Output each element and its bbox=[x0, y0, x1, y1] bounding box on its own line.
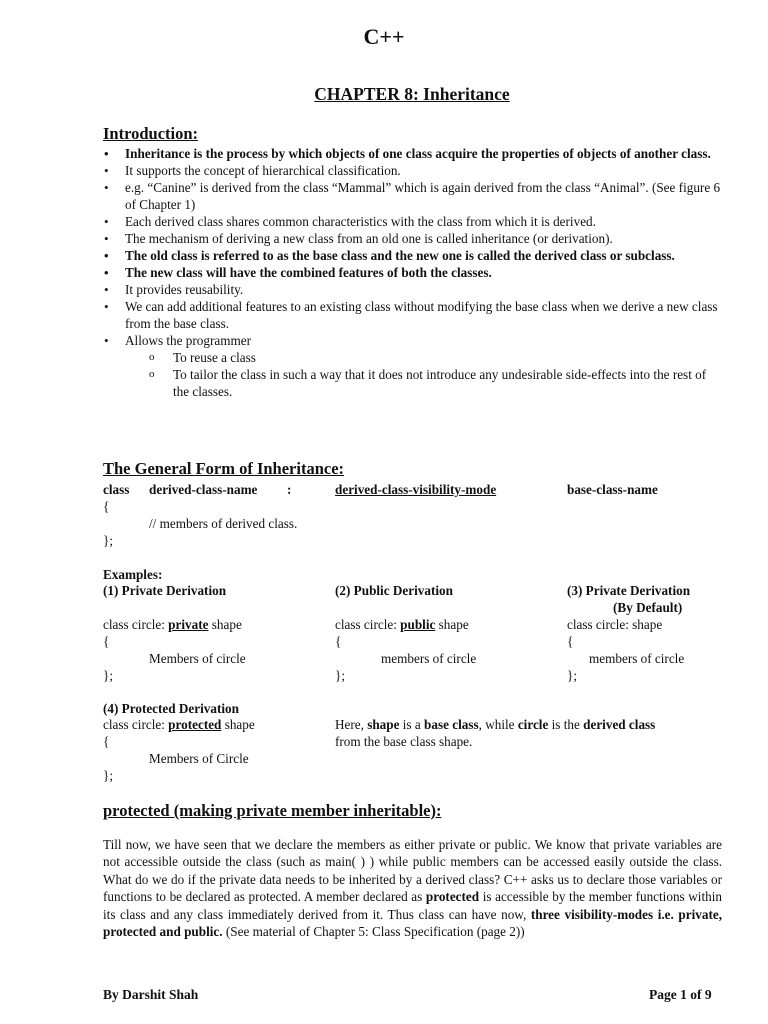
list-item: • The new class will have the combined features of both the classes. bbox=[104, 264, 724, 281]
example-3-member: members of circle bbox=[589, 651, 685, 666]
list-item: • Each derived class shares common characteristics with the class from which it is derived. bbox=[104, 213, 724, 230]
example-2-member: members of circle bbox=[381, 651, 477, 666]
visibility-mode: derived-class-visibility-mode bbox=[335, 482, 497, 497]
example-1-member: Members of circle bbox=[149, 651, 246, 666]
example-3-close: }; bbox=[567, 668, 577, 683]
example-4-note: Here, shape is a base class, while circle is the derived class bbox=[335, 717, 656, 732]
example-2-declaration: class circle: public shape bbox=[335, 617, 469, 632]
example-4-declaration: class circle: protected shape bbox=[103, 717, 255, 732]
example-3-subtitle: (By Default) bbox=[613, 600, 683, 615]
keyword-private: private bbox=[168, 617, 209, 632]
example-3-title: (3) Private Derivation bbox=[567, 583, 691, 598]
example-2-title: (2) Public Derivation bbox=[335, 583, 453, 598]
syntax-colon: : bbox=[287, 482, 292, 497]
list-item: • Allows the programmer bbox=[104, 332, 724, 349]
keyword-class: class bbox=[103, 482, 130, 497]
example-4-member: Members of Circle bbox=[149, 751, 249, 766]
members-comment: // members of derived class. bbox=[149, 516, 298, 531]
example-1-declaration: class circle: private shape bbox=[103, 617, 242, 632]
example-2-close: }; bbox=[335, 668, 345, 683]
example-2-open: { bbox=[335, 634, 342, 649]
list-item: • The mechanism of deriving a new class from an old one is called inheritance (or derivation). bbox=[104, 230, 724, 247]
footer-author: By Darshit Shah bbox=[103, 987, 199, 1002]
footer-page-number: Page 1 of 9 bbox=[649, 987, 712, 1002]
sub-list-item: o To reuse a class bbox=[104, 349, 724, 366]
examples-label: Examples: bbox=[103, 567, 163, 582]
protected-section-heading: protected (making private member inheritable): bbox=[103, 801, 442, 820]
example-4-note-line2: from the base class shape. bbox=[335, 734, 473, 749]
protected-section-paragraph: Till now, we have seen that we declare the members as either private or public. We know that private variables are not accessible outside the class (such as main( ) ) while public members can be accessed easily outside the class. What do we do if the private data needs to be inherited by a derived class? C++ asks us to declare those variables or functions to be declared as protected. A member declared as protected is accessible by the member functions within its class and any class immediately derived from it. Thus class can have now, three visibility-modes i.e. private, protected and public. (See material of Chapter 5: Class Specification (page 2)) bbox=[103, 837, 722, 940]
chapter-heading: CHAPTER 8: Inheritance bbox=[314, 84, 510, 104]
example-4-close: }; bbox=[103, 768, 113, 783]
example-4-title: (4) Protected Derivation bbox=[103, 701, 239, 716]
example-1-close: }; bbox=[103, 668, 113, 683]
introduction-heading: Introduction: bbox=[103, 124, 199, 143]
example-1-open: { bbox=[103, 634, 110, 649]
close-brace: }; bbox=[103, 533, 113, 548]
list-item: • We can add additional features to an existing class without modifying the base class when we derive a new class from the base class. bbox=[104, 298, 724, 332]
document-title: C++ bbox=[363, 24, 405, 49]
list-item: • It provides reusability. bbox=[104, 281, 724, 298]
derived-class-name: derived-class-name bbox=[149, 482, 258, 497]
base-class-name: base-class-name bbox=[567, 482, 658, 497]
introduction-bullet-list bbox=[104, 145, 724, 400]
example-4-open: { bbox=[103, 734, 110, 749]
keyword-public: public bbox=[400, 617, 436, 632]
example-3-open: { bbox=[567, 634, 574, 649]
list-item: • The old class is referred to as the base class and the new one is called the derived class or subclass. bbox=[104, 247, 724, 264]
keyword-protected: protected bbox=[168, 717, 222, 732]
list-item: • It supports the concept of hierarchical classification. bbox=[104, 162, 724, 179]
example-3-declaration: class circle: shape bbox=[567, 617, 663, 632]
list-item: • e.g. “Canine” is derived from the class “Mammal” which is again derived from the class “Animal”. (See figure 6 of Chapter 1) bbox=[104, 179, 724, 213]
list-item: • Inheritance is the process by which objects of one class acquire the properties of objects of another class. bbox=[104, 145, 724, 162]
general-form-heading: The General Form of Inheritance: bbox=[103, 459, 345, 478]
example-1-title: (1) Private Derivation bbox=[103, 583, 227, 598]
sub-list-item: o To tailor the class in such a way that it does not introduce any undesirable side-effects into the rest of the classes. bbox=[104, 366, 724, 400]
open-brace: { bbox=[103, 499, 110, 514]
